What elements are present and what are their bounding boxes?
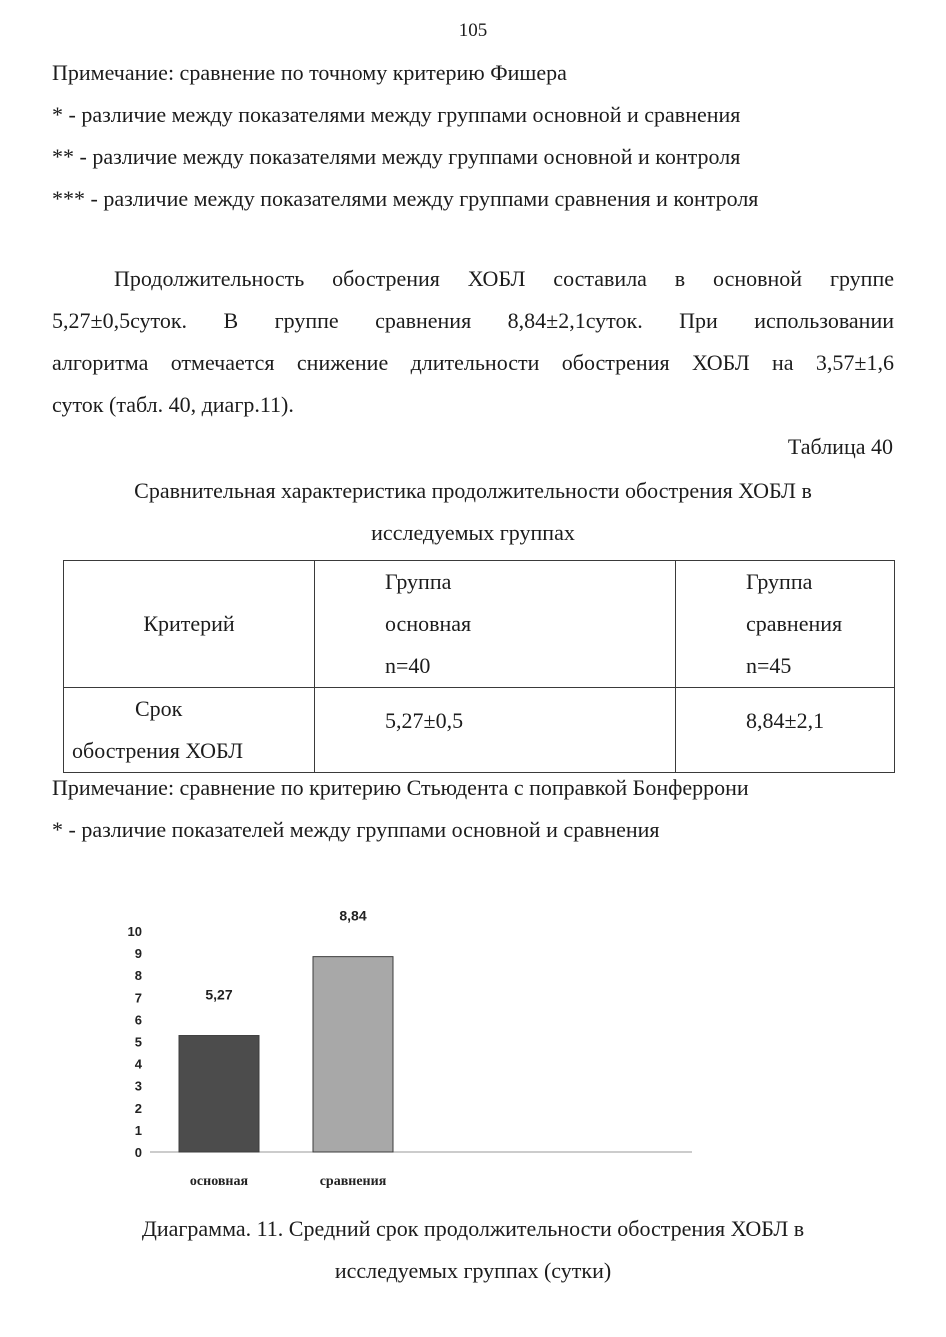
criterion-line: обострения ХОБЛ [72,738,243,763]
x-tick-label: основная [189,1174,249,1189]
student-notes [52,767,749,851]
figure-caption-line: Диаграмма. 11. Средний срок продолжительности обострения ХОБЛ в [141,1216,805,1241]
row-value-comparison: 8,84±2,1 [676,688,895,773]
table-caption-line: Сравнительная характеристика продолжительности обострения ХОБЛ в [134,478,812,503]
table-caption [52,470,894,554]
header-line: Группа [746,569,813,594]
y-tick-label: 0 [134,1145,142,1160]
note-line: Примечание: сравнение по точному критерию Фишера [52,60,567,85]
comparison-table [63,560,895,773]
bar-chart [100,910,700,1200]
y-tick-label: 6 [134,1012,142,1028]
figure-caption-line: исследуемых группах (сутки) [334,1258,612,1283]
header-group-main [315,561,676,688]
header-line: Группа [385,569,452,594]
table-label: Таблица 40 [787,434,893,459]
table-row [64,688,895,773]
page-number: 105 [458,20,488,41]
bar [179,1036,259,1152]
data-label: 8,84 [339,910,367,924]
figure-caption [52,1208,894,1292]
y-tick-label: 5 [134,1034,142,1050]
paragraph-line: суток (табл. 40, диагр.11). [52,392,294,417]
note-line: *** - различие между показателями между группами сравнения и контроля [52,186,759,211]
criterion-line: Срок [135,696,183,721]
header-line: сравнения [746,611,843,636]
table-header-row [64,561,895,688]
note-line: ** - различие между показателями между группами основной и контроля [52,144,741,169]
row-criterion [64,688,315,773]
paragraph-line: 5,27±0,5суток. В группе сравнения 8,84±2,1суток. При использовании [52,308,894,333]
fisher-notes [52,52,758,220]
paragraph-line: Продолжительность обострения ХОБЛ составила в основной группе [114,266,894,291]
note-line: Примечание: сравнение по критерию Стьюдента с поправкой Бонферрони [52,775,749,800]
row-value-main: 5,27±0,5 [315,688,676,773]
body-paragraph [52,258,894,426]
paragraph-line: алгоритма отмечается снижение длительности обострения ХОБЛ на 3,57±1,6 [52,350,894,375]
y-tick-label: 10 [127,924,142,939]
y-tick-label: 2 [134,1100,142,1116]
data-label: 5,27 [205,986,233,1003]
y-tick-label: 4 [134,1056,142,1072]
header-line: основная [385,611,472,636]
header-group-comparison [676,561,895,688]
y-tick-label: 7 [134,990,142,1006]
y-tick-label: 8 [134,968,142,984]
header-criterion: Критерий [64,561,315,688]
bar [313,957,393,1152]
header-line: n=45 [746,653,792,678]
note-line: * - различие показателей между группами основной и сравнения [52,817,660,842]
table-caption-line: исследуемых группах [371,520,575,545]
x-tick-label: сравнения [319,1174,387,1189]
y-tick-label: 3 [134,1078,142,1094]
header-line: n=40 [385,653,431,678]
note-line: * - различие между показателями между группами основной и сравнения [52,102,741,127]
y-tick-label: 9 [134,946,142,962]
y-tick-label: 1 [134,1122,142,1138]
